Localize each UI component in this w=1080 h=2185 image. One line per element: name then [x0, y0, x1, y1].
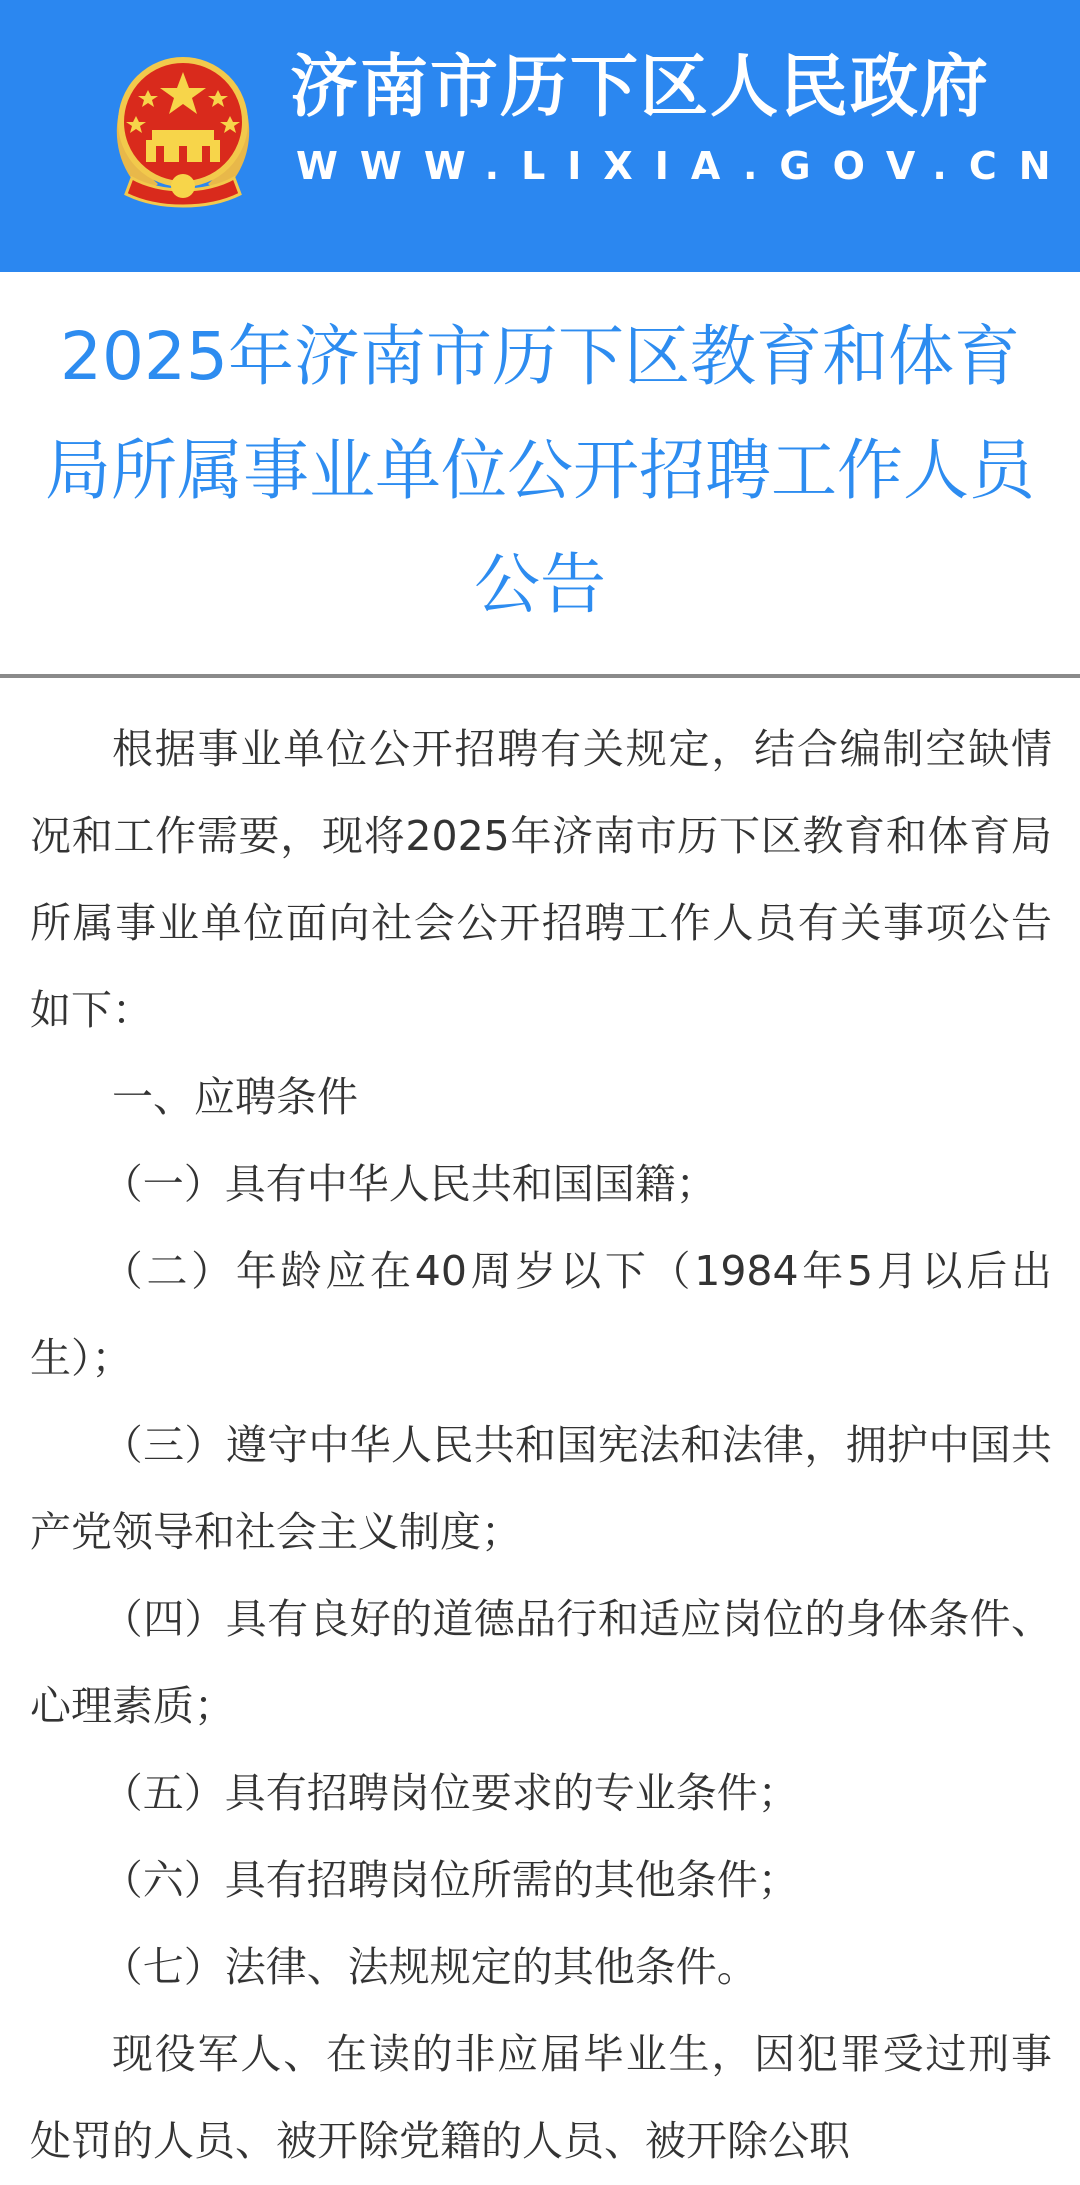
condition-item: （一）具有中华人民共和国国籍； — [101, 1160, 717, 1208]
intro-paragraph: 根据事业单位公开招聘有关规定，结合编制空缺情况和工作需要，现将2025年济南市历下区教育和体育局所属事业单位面向社会公开招聘工作人员有关事项公告如下： — [30, 725, 1052, 1034]
condition-item: （五）具有招聘岗位要求的专业条件； — [101, 1769, 799, 1817]
section-heading: 一、应聘条件 — [112, 1073, 358, 1121]
site-name[interactable]: 济南市历下区人民政府 — [290, 48, 991, 127]
condition-item: （二）年龄应在40周岁以下（1984年5月以后出生）； — [30, 1247, 1052, 1382]
condition-item: （三）遵守中华人民共和国宪法和法律，拥护中国共产党领导和社会主义制度； — [30, 1421, 1052, 1556]
condition-item: （七）法律、法规规定的其他条件。 — [101, 1943, 758, 1991]
site-header — [0, 0, 1080, 272]
national-emblem-icon[interactable] — [100, 38, 266, 214]
article-title: 2025年济南市历下区教育和体育局所属事业单位公开招聘工作人员公告 — [45, 318, 1035, 623]
title-divider — [0, 674, 1080, 678]
article-body — [30, 706, 1052, 2185]
site-url[interactable]: WWW.LIXIA.GOV.CN — [296, 144, 1073, 188]
condition-item: （六）具有招聘岗位所需的其他条件； — [101, 1856, 799, 1904]
exclusion-paragraph: 现役军人、在读的非应届毕业生，因犯罪受过刑事处罚的人员、被开除党籍的人员、被开除公职 — [30, 2030, 1052, 2165]
condition-item: （四）具有良好的道德品行和适应岗位的身体条件、心理素质； — [30, 1595, 1052, 1730]
